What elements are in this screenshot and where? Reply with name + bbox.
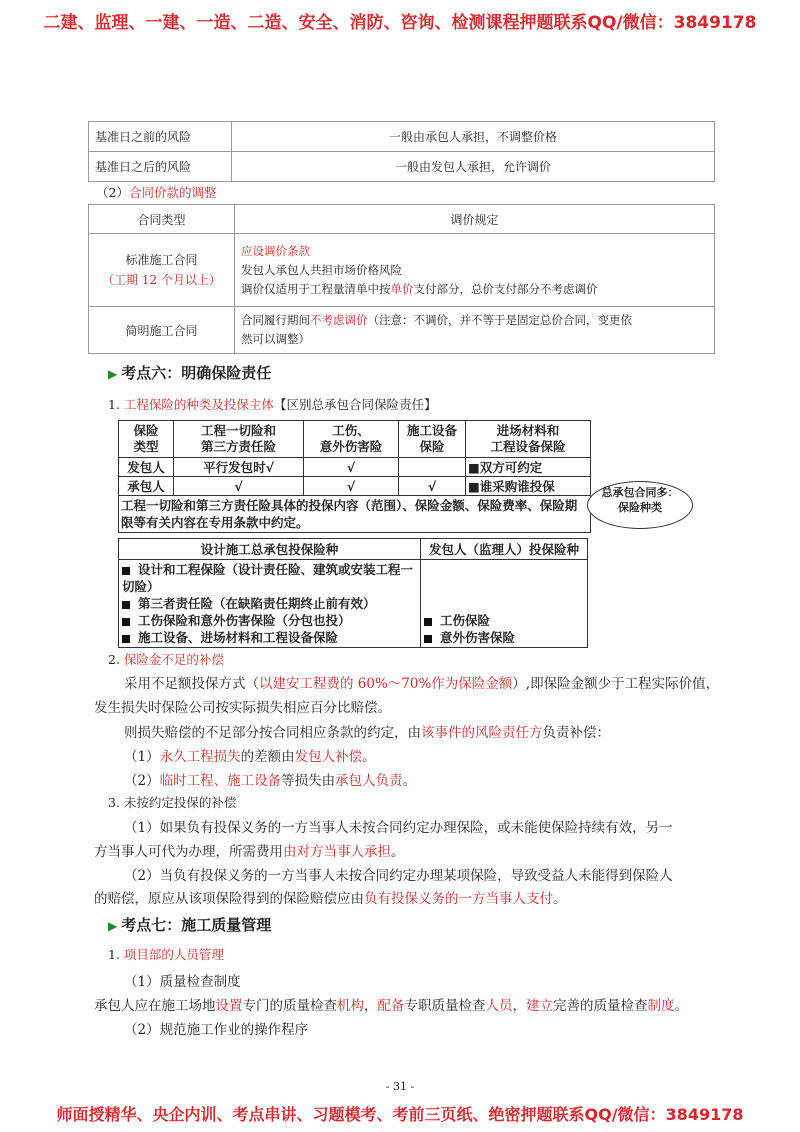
paragraph-line: （2）临时工程、施工设备等损失由承包人负责。 [124, 773, 417, 789]
cell: √ [174, 477, 304, 496]
header-cell: 进场材料和 工程设备保险 [466, 421, 591, 458]
contract-type-note: （工期 12 个月以上） [102, 273, 221, 287]
header-cell: 施工设备 保险 [399, 421, 466, 458]
cell: √ [304, 477, 399, 496]
section-heading: ▶ 考点七：施工质量管理 [108, 916, 272, 934]
rule-line: 发包人承包人共担市场价格风险 [241, 262, 402, 277]
left-cell [119, 560, 421, 648]
table-row [89, 307, 715, 354]
paragraph-line: 承包人应在施工场地设置专门的质量检查机构，配备专职质量检查人员，建立完善的质量检查制度。 [94, 998, 688, 1014]
paragraph-line: （1）如果负有投保义务的一方当事人未按合同约定办理保险，或未能使保险持续有效，另一 [124, 820, 673, 836]
cell: 平行发包时√ [174, 458, 304, 477]
header-cell: 工伤、 意外伤害险 [304, 421, 399, 458]
cell: √ [304, 458, 399, 477]
note-cell: 工程一切险和第三方责任险具体的投保内容（范围）、保险金额、保险费率、保险期限等有关内容在专用条款中约定。 [119, 496, 591, 533]
subheading: 2. 保险金不足的补偿 [108, 652, 224, 667]
contract-type-cell [89, 234, 235, 307]
paragraph-line: 则损失赔偿的不足部分按合同相应条款的约定，由该事件的风险责任方负责补偿： [124, 725, 610, 741]
rule-cell [235, 307, 715, 354]
table-row [89, 122, 715, 152]
rule-cell [235, 234, 715, 307]
square-bullet-icon [122, 635, 130, 643]
list-item: 施工设备、进场材料和工程设备保险 [122, 629, 417, 646]
risk-value: 一般由发包人承担，允许调价 [232, 152, 715, 182]
risk-value: 一般由承包人承担，不调整价格 [232, 122, 715, 152]
paragraph-line: 方当事人可代为办理，所需费用由对方当事人承担。 [94, 844, 405, 860]
header-cell: 设计施工总承包投保险种 [119, 539, 421, 560]
dt-insurance-table [118, 538, 588, 648]
square-bullet-icon [122, 601, 130, 609]
risk-label: 基准日之后的风险 [89, 152, 232, 182]
callout-bubble: 总承包合同多： 保险种类 [587, 481, 693, 529]
paragraph-line: 的赔偿，原应从该项保险得到的保险赔偿应由负有投保义务的一方当事人支付。 [94, 891, 567, 907]
subheading: 1. 项目部的人员管理 [108, 947, 224, 962]
rule-line: 然可以调整） [241, 332, 310, 346]
paragraph-line: （1）永久工程损失的差额由发包人补偿。 [124, 749, 376, 765]
cell: ■双方可约定 [466, 458, 591, 477]
header-banner: 二建、监理、一建、一造、二造、安全、消防、咨询、检测课程押题联系QQ/微信：3849178 [43, 13, 757, 33]
table-row [89, 152, 715, 182]
caption-title: 合同价款的调整 [128, 185, 217, 200]
insurance-table [118, 420, 591, 533]
adjust-table [88, 204, 715, 354]
cell: ■谁采购谁投保 [466, 477, 591, 496]
paragraph-line: 采用不足额投保方式（以建安工程费的 60%～70%作为保险金额）,即保险金额少于工程实际价值， [124, 676, 720, 692]
paragraph-line: （2）规范施工作业的操作程序 [124, 1022, 309, 1038]
square-bullet-icon [424, 618, 432, 626]
rule-line: 调价仅适用于工程量清单中按单价支付部分，总价支付部分不考虑调价 [241, 281, 598, 296]
section-caption [96, 183, 216, 201]
table-row [89, 234, 715, 307]
header-cell: 合同类型 [89, 205, 235, 234]
header-cell: 保险 类型 [119, 421, 174, 458]
square-bullet-icon [122, 567, 130, 575]
list-item: 工伤保险 [424, 612, 584, 629]
cell: √ [399, 477, 466, 496]
table-row [119, 496, 591, 533]
rule-line: 应设调价条款 [241, 243, 310, 258]
list-item: 意外伤害保险 [424, 629, 584, 646]
section-heading: ▶ 考点六：明确保险责任 [108, 364, 272, 382]
risk-label: 基准日之前的风险 [89, 122, 232, 152]
cell [399, 458, 466, 477]
triangle-bullet-icon: ▶ [108, 919, 118, 933]
square-bullet-icon [122, 618, 130, 626]
table-row [119, 477, 591, 496]
square-bullet-icon [424, 635, 432, 643]
cell: 承包人 [119, 477, 174, 496]
table-header-row [119, 539, 588, 560]
header-cell: 工程一切险和 第三方责任险 [174, 421, 304, 458]
caption-num: （2） [96, 185, 129, 200]
list-item: 工伤保险和意外伤害保险（分包也投） [122, 612, 417, 629]
right-cell [421, 560, 588, 648]
subheading: 3. 未按约定投保的补偿 [108, 795, 237, 810]
header-cell: 调价规定 [235, 205, 715, 234]
list-item: 设计和工程保险（设计责任险、建筑或安装工程一切险） [122, 562, 414, 594]
paragraph-line: （2）当负有投保义务的一方当事人未按合同约定办理某项保险，导致受益人未能得到保险人 [124, 868, 673, 884]
paragraph-line: 发生损失时保险公司按实际损失相应百分比赔偿。 [94, 700, 391, 716]
contract-type-cell: 简明施工合同 [89, 307, 235, 354]
table-header-row [89, 205, 715, 234]
list-item: 第三者责任险（在缺陷责任期终止前有效） [122, 595, 417, 612]
table-row [119, 458, 591, 477]
paragraph-line: （1）质量检查制度 [124, 974, 241, 990]
contract-type: 标准施工合同 [125, 253, 198, 267]
cell: 发包人 [119, 458, 174, 477]
risk-table [88, 121, 715, 182]
header-cell: 发包人（监理人）投保险种 [421, 539, 588, 560]
table-header-row [119, 421, 591, 458]
triangle-bullet-icon: ▶ [108, 367, 118, 381]
page-number: - 31 - [385, 1080, 415, 1093]
table-row [119, 560, 588, 648]
footer-banner: 师面授精华、央企内训、考点串讲、习题模考、考前三页纸、绝密押题联系QQ/微信：3849178 [56, 1105, 744, 1124]
rule-line: 合同履行期间不考虑调价（注意：不调价，并不等于是固定总价合同，变更依 [241, 313, 632, 327]
subheading: 1. 工程保险的种类及投保主体【区别总承包合同保险责任】 [108, 397, 437, 412]
